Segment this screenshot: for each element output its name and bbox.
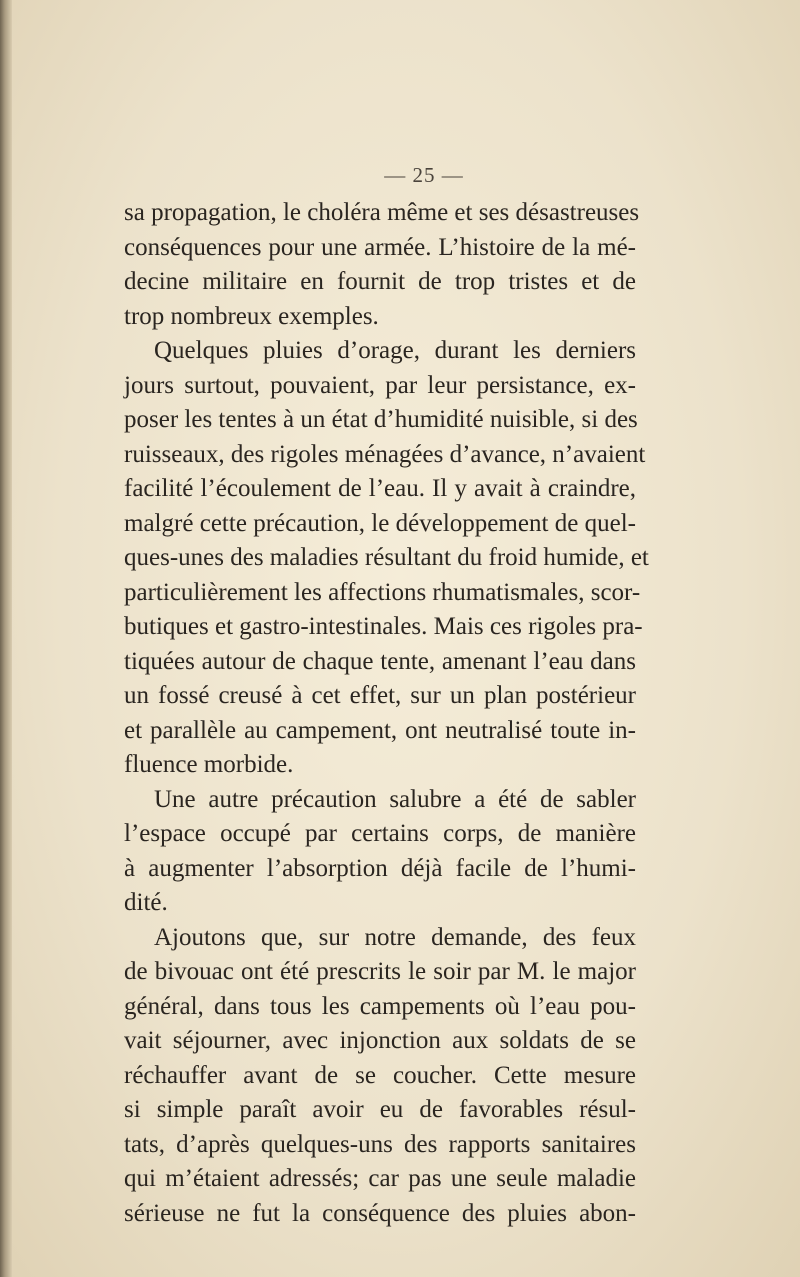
page-number: — 25 —	[384, 163, 464, 187]
text-line: butiques et gastro-intestinales. Mais ces rigoles pra-	[124, 613, 643, 640]
text-line: Une autre précaution salubre a été de sabler	[154, 785, 636, 813]
text-line: à augmenter l’absorption déjà facile de l’humi-	[124, 854, 636, 882]
text-line: facilité l’écoulement de l’eau. Il y avait à craindre,	[124, 475, 636, 502]
text-line: réchauffer avant de se coucher. Cette mesure	[124, 1061, 636, 1089]
text-line: tiquées autour de chaque tente, amenant l’eau dans	[124, 647, 636, 675]
text-line: l’espace occupé par certains corps, de manière	[124, 820, 636, 847]
text-line: qui m’étaient adressés; car pas une seule maladie	[124, 1165, 636, 1192]
text-line: trop nombreux exemples.	[124, 302, 379, 330]
text-line: malgré cette précaution, le développement de quel-	[124, 509, 636, 537]
text-line: sérieuse ne fut la conséquence des pluies abon-	[124, 1199, 636, 1227]
text-line: si simple paraît avoir eu de favorables résul-	[124, 1096, 636, 1123]
text-line: un fossé creusé à cet effet, sur un plan postérieur	[124, 682, 636, 709]
text-line: Quelques pluies d’orage, durant les derniers	[154, 337, 636, 364]
body-text	[124, 196, 649, 1231]
text-line: ruisseaux, des rigoles ménagées d’avance, n’avaient	[124, 440, 646, 468]
text-line: ques-unes des maladies résultant du froid humide, et	[124, 544, 649, 571]
text-line: particulièrement les affections rhumatismales, scor-	[124, 578, 641, 606]
text-line: de bivouac ont été prescrits le soir par M. le major	[124, 958, 636, 985]
text-line: vait séjourner, avec injonction aux soldats de se	[124, 1027, 636, 1054]
page-binding-edge	[0, 0, 12, 1277]
text-line: poser les tentes à un état d’humidité nuisible, si des	[124, 406, 638, 433]
text-line: sa propagation, le choléra même et ses désastreuses	[124, 199, 640, 226]
text-line: fluence morbide.	[124, 751, 294, 778]
text-line: decine militaire en fournit de trop tristes et de	[124, 268, 636, 295]
text-line: et parallèle au campement, ont neutralisé toute in-	[124, 716, 636, 744]
text-line: dité.	[124, 889, 168, 916]
text-line: Ajoutons que, sur notre demande, des feux	[154, 923, 636, 951]
text-line: jours surtout, pouvaient, par leur persistance, ex-	[124, 371, 636, 399]
text-line: tats, d’après quelques-uns des rapports sanitaires	[124, 1130, 636, 1158]
text-line: général, dans tous les campements où l’eau pou-	[124, 992, 636, 1020]
text-line: conséquences pour une armée. L’histoire de la mé-	[124, 233, 636, 261]
